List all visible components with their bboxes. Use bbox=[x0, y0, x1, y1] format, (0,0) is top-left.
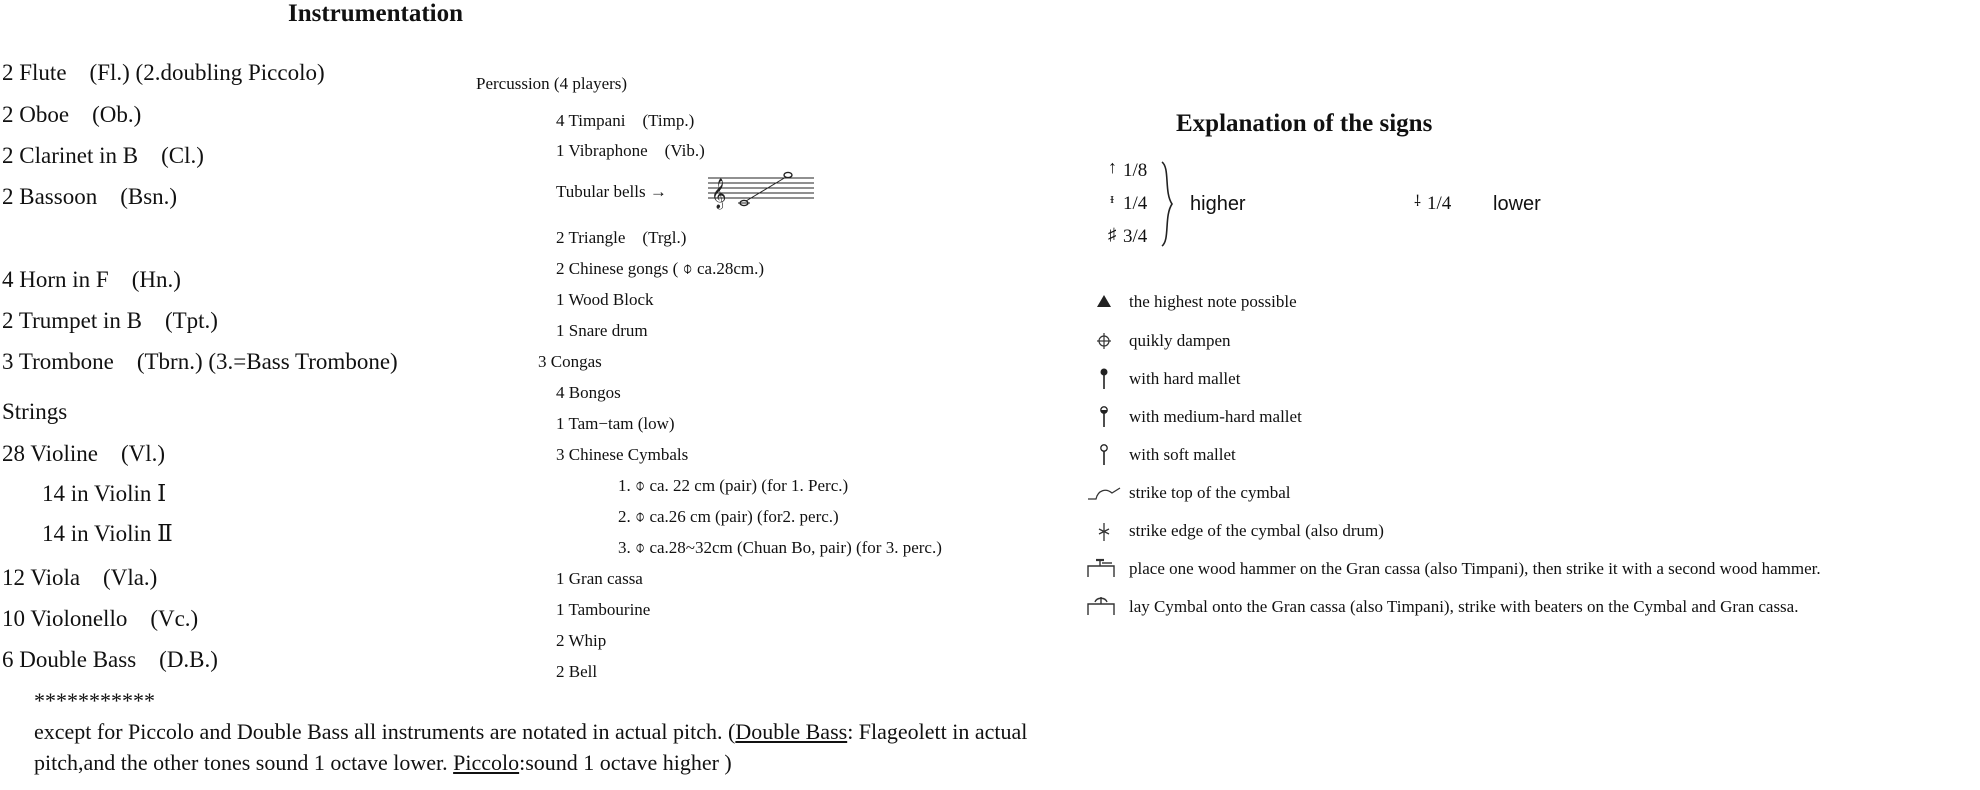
percussion-item: 2 Whip bbox=[556, 631, 607, 650]
quarter-sharp-icon: ᵻ bbox=[1110, 191, 1115, 207]
percussion-item: 3 Congas bbox=[538, 352, 602, 371]
legend-text: strike top of the cymbal bbox=[1129, 483, 1291, 502]
signs-title: Explanation of the signs bbox=[1176, 110, 1433, 137]
orchestra-item: 28 Violine (Vl.) bbox=[2, 441, 166, 466]
footnote-underlined: Double Bass bbox=[735, 719, 848, 744]
percussion-item: 4 Bongos bbox=[556, 383, 621, 402]
footnote-text: : Flageolett in actual bbox=[847, 719, 1028, 744]
quarter-flat-icon: ⸸ bbox=[1414, 194, 1422, 210]
svg-text:𝄞: 𝄞 bbox=[711, 179, 727, 209]
orchestra-item: 6 Double Bass (D.B.) bbox=[2, 647, 218, 672]
orchestra-item: 4 Horn in F (Hn.) bbox=[2, 267, 181, 292]
higher-value: 3/4 bbox=[1123, 226, 1148, 247]
percussion-subitem: 2. ⌽ ca.26 cm (pair) (for2. perc.) bbox=[618, 507, 839, 526]
percussion-item: 2 Chinese gongs ( ⌽ ca.28cm.) bbox=[556, 259, 765, 278]
higher-label: higher bbox=[1190, 193, 1246, 215]
triangle-up-icon bbox=[1096, 294, 1112, 308]
arrow-up-icon: ↑ bbox=[1108, 157, 1117, 177]
legend-text: with medium-hard mallet bbox=[1129, 407, 1302, 426]
percussion-item: 3 Chinese Cymbals bbox=[556, 445, 689, 464]
cymbal-on-cassa-icon bbox=[1086, 596, 1116, 616]
percussion-item: 1 Tam−tam (low) bbox=[556, 414, 675, 433]
orchestra-item: 2 Clarinet in B (Cl.) bbox=[2, 143, 204, 168]
percussion-item: Tubular bells → bbox=[556, 182, 667, 201]
footnote-stars: *********** bbox=[34, 688, 155, 713]
strings-heading: Strings bbox=[2, 399, 68, 424]
orchestra-item: 14 in Violin Ⅰ bbox=[42, 481, 167, 506]
percussion-subitem: 1. ⌽ ca. 22 cm (pair) (for 1. Perc.) bbox=[618, 476, 849, 495]
footnote-text: :sound 1 octave higher ) bbox=[519, 750, 732, 775]
circle-cross-icon bbox=[1096, 332, 1112, 350]
wood-hammer-icon bbox=[1086, 558, 1116, 578]
orchestra-item: 12 Viola (Vla.) bbox=[2, 565, 158, 590]
higher-value: 1/8 bbox=[1123, 160, 1148, 181]
percussion-item: 2 Bell bbox=[556, 662, 598, 681]
hard-mallet-icon bbox=[1098, 368, 1110, 390]
percussion-item: 1 Gran cassa bbox=[556, 569, 643, 588]
orchestra-item: 10 Violonello (Vc.) bbox=[2, 606, 199, 631]
tubular-bells-staff-icon bbox=[708, 168, 818, 214]
lower-value: 1/4 bbox=[1427, 193, 1452, 214]
orchestra-item: 2 Flute (Fl.) (2.doubling Piccolo) bbox=[2, 60, 325, 85]
legend-text: strike edge of the cymbal (also drum) bbox=[1129, 521, 1384, 540]
legend-text: with soft mallet bbox=[1129, 445, 1236, 464]
orchestra-item: 14 in Violin Ⅱ bbox=[42, 521, 173, 546]
legend-text: with hard mallet bbox=[1129, 369, 1241, 388]
orchestra-item: 2 Oboe (Ob.) bbox=[2, 102, 142, 127]
percussion-item: 2 Triangle (Trgl.) bbox=[556, 228, 687, 247]
orchestra-item: 3 Trombone (Tbrn.) (3.=Bass Trombone) bbox=[2, 349, 398, 374]
brace-icon bbox=[1160, 162, 1174, 246]
legend-text: quikly dampen bbox=[1129, 331, 1231, 350]
legend-text: lay Cymbal onto the Gran cassa (also Timpani), strike with beaters on the Cymbal and Gran cassa. bbox=[1129, 597, 1799, 616]
sharp-icon: ♯ bbox=[1108, 225, 1117, 244]
percussion-item: 1 Snare drum bbox=[556, 321, 648, 340]
cymbal-edge-icon bbox=[1097, 522, 1111, 542]
footnote-line-1 bbox=[34, 721, 1027, 743]
higher-value: 1/4 bbox=[1123, 193, 1148, 214]
footnote-underlined: Piccolo bbox=[453, 750, 520, 775]
cymbal-top-icon bbox=[1086, 484, 1122, 502]
footnote-text: pitch,and the other tones sound 1 octave lower. bbox=[34, 750, 454, 775]
legend-text: place one wood hammer on the Gran cassa (also Timpani), then strike it with a second wood hammer. bbox=[1129, 559, 1821, 578]
percussion-item: 1 Vibraphone (Vib.) bbox=[556, 141, 705, 160]
instrumentation-title: Instrumentation bbox=[288, 0, 464, 27]
percussion-heading: Percussion (4 players) bbox=[476, 74, 628, 93]
lower-label: lower bbox=[1493, 193, 1541, 215]
percussion-item: 1 Tambourine bbox=[556, 600, 651, 619]
medium-hard-mallet-icon bbox=[1098, 406, 1110, 428]
footnote-text: except for Piccolo and Double Bass all instruments are notated in actual pitch. ( bbox=[34, 719, 736, 744]
legend-text: the highest note possible bbox=[1129, 292, 1297, 311]
orchestra-item: 2 Trumpet in B (Tpt.) bbox=[2, 308, 218, 333]
percussion-subitem: 3. ⌽ ca.28~32cm (Chuan Bo, pair) (for 3. perc.) bbox=[618, 538, 942, 557]
soft-mallet-icon bbox=[1098, 444, 1110, 466]
percussion-item: 4 Timpani (Timp.) bbox=[556, 111, 695, 130]
footnote-line-2 bbox=[34, 752, 732, 774]
quarter-tone-higher-group bbox=[1108, 158, 1368, 248]
percussion-item: 1 Wood Block bbox=[556, 290, 654, 309]
orchestra-item: 2 Bassoon (Bsn.) bbox=[2, 184, 178, 209]
